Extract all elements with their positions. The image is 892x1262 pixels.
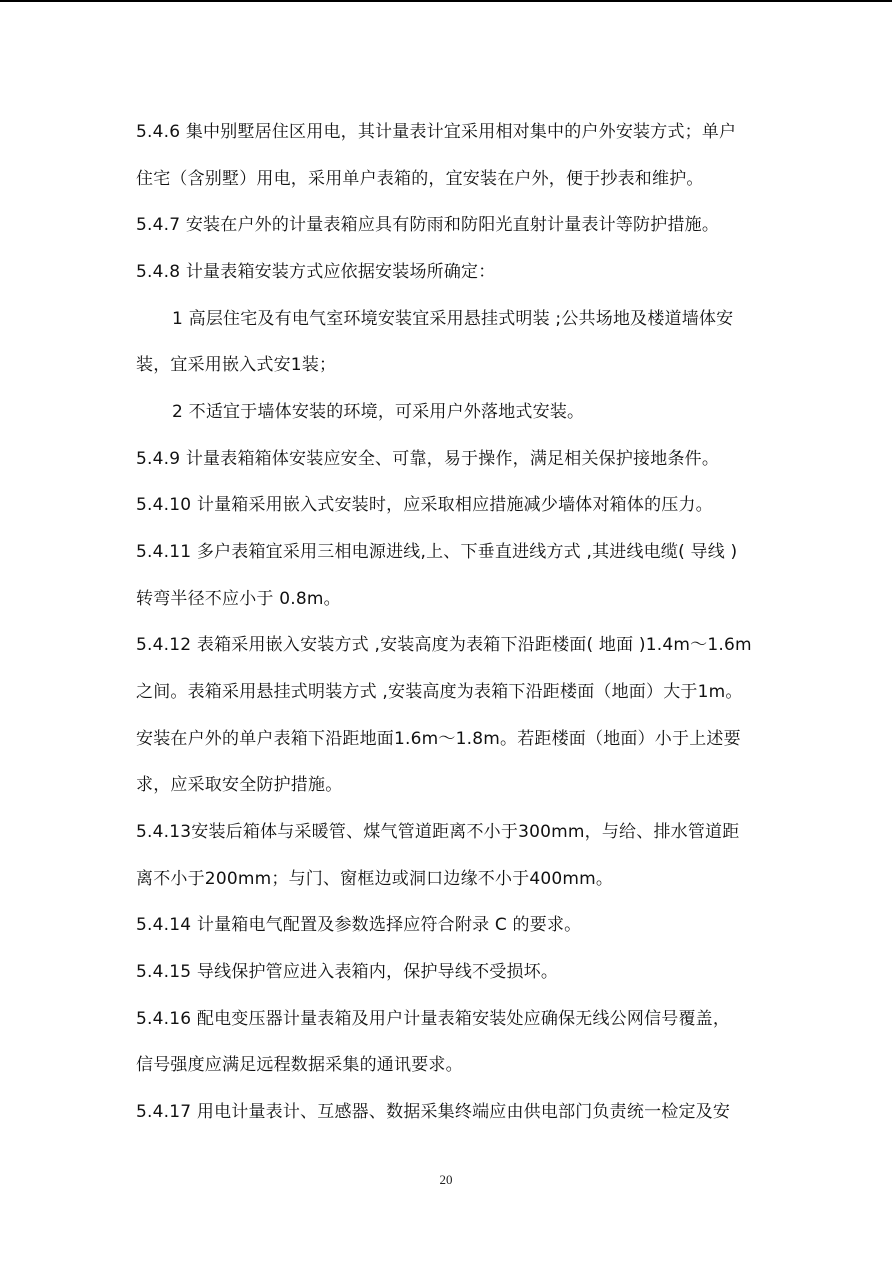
clause-5-4-16-line-2: 信号强度应满足远程数据采集的通讯要求。 — [136, 1055, 463, 1075]
clause-5-4-7: 5.4.7 安装在户外的计量表箱应具有防雨和防阳光直射计量表计等防护措施。 — [136, 215, 720, 235]
clause-5-4-13-line-1: 5.4.13安装后箱体与采暖管、煤气管道距离不小于300mm，与给、排水管道距 — [136, 822, 740, 842]
clause-5-4-12-line-1: 5.4.12 表箱采用嵌入安装方式 ,安装高度为表箱下沿距楼面( 地面 )1.4m～1.6m — [136, 635, 752, 655]
clause-5-4-6-line-2: 住宅（含别墅）用电，采用单户表箱的，宜安装在户外，便于抄表和维护。 — [136, 169, 704, 189]
clause-5-4-15: 5.4.15 导线保护管应进入表箱内，保护导线不受损坏。 — [136, 962, 559, 982]
clause-5-4-9: 5.4.9 计量表箱箱体安装应安全、可靠，易于操作，满足相关保护接地条件。 — [136, 449, 720, 469]
clause-5-4-8-item-2: 2 不适宜于墙体安装的环境，可采用户外落地式安装。 — [172, 402, 585, 422]
clause-5-4-6-line-1: 5.4.6 集中别墅居住区用电，其计量表计宜采用相对集中的户外安装方式；单户 — [136, 122, 737, 142]
clause-5-4-17-line-1: 5.4.17 用电计量表计、互感器、数据采集终端应由供电部门负责统一检定及安 — [136, 1102, 731, 1122]
clause-5-4-10: 5.4.10 计量箱采用嵌入式安装时，应采取相应措施减少墙体对箱体的压力。 — [136, 495, 713, 515]
clause-5-4-12-line-4: 求，应采取安全防护措施。 — [136, 775, 343, 795]
clause-5-4-11-line-1: 5.4.11 多户表箱宜采用三相电源进线,上、下垂直进线方式 ,其进线电缆( 导线 ) — [136, 542, 738, 562]
clause-5-4-12-line-2: 之间。表箱采用悬挂式明装方式 ,安装高度为表箱下沿距楼面（地面）大于1m。 — [136, 682, 743, 702]
clause-5-4-11-line-2: 转弯半径不应小于 0.8m。 — [136, 589, 341, 609]
top-border-rule — [0, 0, 892, 2]
clause-5-4-8: 5.4.8 计量表箱安装方式应依据安装场所确定： — [136, 262, 496, 282]
clause-5-4-8-item-1-line-2: 装，宜采用嵌入式安1装； — [136, 355, 337, 375]
clause-5-4-8-item-1-line-1: 1 高层住宅及有电气室环境安装宜采用悬挂式明装 ;公共场地及楼道墙体安 — [172, 309, 734, 329]
page-number: 20 — [439, 1172, 453, 1187]
clause-5-4-16-line-1: 5.4.16 配电变压器计量表箱及用户计量表箱安装处应确保无线公网信号覆盖， — [136, 1009, 731, 1029]
clause-5-4-12-line-3: 安装在户外的单户表箱下沿距地面1.6m～1.8m。若距楼面（地面）小于上述要 — [136, 729, 741, 749]
clause-5-4-14: 5.4.14 计量箱电气配置及参数选择应符合附录 C 的要求。 — [136, 915, 582, 935]
clause-5-4-13-line-2: 离不小于200mm；与门、窗框边或洞口边缘不小于400mm。 — [136, 869, 614, 889]
